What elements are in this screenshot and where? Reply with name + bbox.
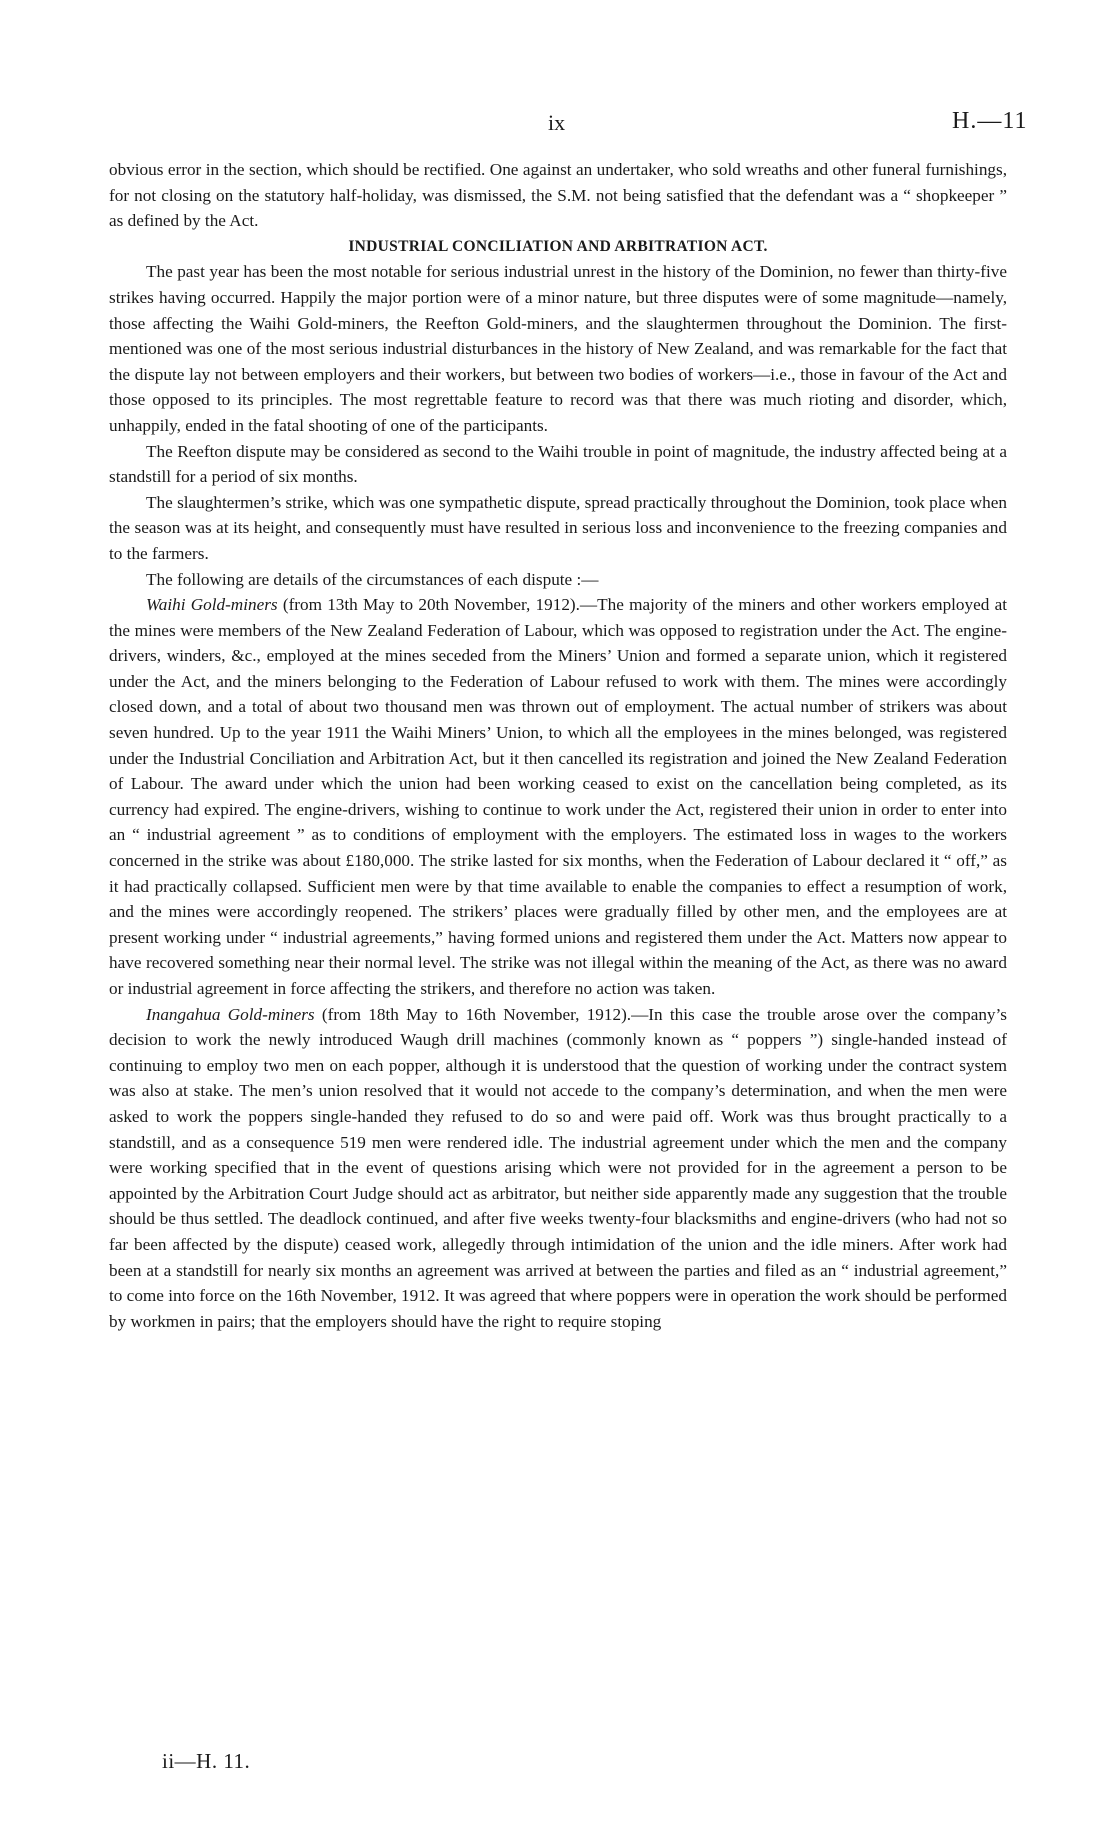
paragraph-unrest: The past year has been the most notable for serious industrial unrest in the history of the Dominion, no fewer than thirty-five strikes having occurred. Happily the major portion were of a minor nature, but three disputes were of some magnitude—namely, those affecting the Waihi Gold-miners, the Reefton Gold-miners, and the slaughtermen throughout the Dominion. The first-mentioned was one of the most serious industrial disturbances in the history of New Zealand, and was remarkable for the fact that the dispute lay not between employers and their workers, but between two bodies of workers—i.e., those in favour of the Act and those opposed to its principles. The most regrettable feature to record was that there was much rioting and disorder, which, unhappily, ended in the fatal shooting of one of the participants. [109, 262, 1007, 435]
paragraph-inangahua [109, 1002, 1007, 1335]
inangahua-heading: Inangahua Gold-miners [146, 1004, 315, 1024]
paragraph-intro: obvious error in the section, which should be rectified. One against an undertaker, who sold wreaths and other funeral furnishings, for not closing on the statutory half-holiday, was dismissed, the S.M. not being satisfied that the defendant was a “ shopkeeper ” as defined by the Act. [109, 160, 1007, 231]
paragraph-reefton: The Reefton dispute may be considered as second to the Waihi trouble in point of magnitude, the industry affected being at a standstill for a period of six months. [109, 441, 1007, 487]
paragraph-slaughtermen: The slaughtermen’s strike, which was one sympathetic dispute, spread practically throughout the Dominion, took place when the season was at its height, and consequently must have resulted in serious loss and inconvenience to the freezing companies and to the farmers. [109, 492, 1007, 563]
section-heading: INDUSTRIAL CONCILIATION AND ARBITRATION ACT. [348, 237, 768, 255]
waihi-text: (from 13th May to 20th November, 1912).—The majority of the miners and other workers employed at the mines were members of the New Zealand Federation of Labour, which was opposed to registration under the Act. The engine-drivers, winders, &c., employed at the mines seceded from the Miners’ Union and formed a separate union, which it registered under the Act, and the miners belonging to the Federation of Labour refused to work with them. The mines were accordingly closed down, and a total of about two thousand men was thrown out of employment. The actual number of strikers was about seven hundred. Up to the year 1911 the Waihi Miners’ Union, to which all the employees in the mines belonged, was registered under the Industrial Conciliation and Arbitration Act, but it then cancelled its registration and joined the New Zealand Federation of Labour. The award under which the union had been working ceased to exist on the cancellation being completed, as its currency had expired. The engine-drivers, wishing to continue to work under the Act, registered their union in order to enter into an “ industrial agreement ” as to conditions of employment with the employers. The estimated loss in wages to the workers concerned in the strike was about £180,000. The strike lasted for six months, when the Federation of Labour declared it “ off,” as it had practically collapsed. Sufficient men were by that time available to enable the companies to effect a resumption of work, and the mines were accordingly reopened. The strikers’ places were gradually filled by other men, and the employees are at present working under “ industrial agreements,” having formed unions and registered them under the Act. Matters now appear to have recovered something near their normal level. The strike was not illegal within the meaning of the Act, as there was no award or industrial agreement in force affecting the strikers, and therefore no action was taken. [109, 595, 1007, 998]
series-code: H.—11 [952, 108, 1028, 134]
page-number: ix [548, 110, 566, 135]
signature-mark: ii—H. 11. [162, 1749, 251, 1773]
paragraph-following: The following are details of the circumstances of each dispute :— [146, 569, 599, 589]
waihi-heading: Waihi Gold-miners [146, 595, 278, 615]
paragraph-waihi [109, 592, 1007, 1002]
body-text [109, 157, 1007, 1334]
inangahua-text: (from 18th May to 16th November, 1912).—In this case the trouble arose over the company’s decision to work the newly introduced Waugh drill machines (commonly known as “ poppers ”) single-handed instead of continuing to employ two men on each popper, although it is understood that the question of working under the contract system was also at stake. The men’s union resolved that it would not accede to the company’s determination, and when the men were asked to work the poppers single-handed they refused to do so and were paid off. Work was thus brought practically to a standstill, and as a consequence 519 men were rendered idle. The industrial agreement under which the men and the company were working specified that in the event of questions arising which were not provided for in the agreement a person to be appointed by the Arbitration Court Judge should act as arbitrator, but neither side apparently made any suggestion that the trouble should be thus settled. The deadlock continued, and after five weeks twenty-four blacksmiths and engine-drivers (who had not so far been affected by the dispute) ceased work, allegedly through intimidation of the union and the idle miners. After work had been at a standstill for nearly six months an agreement was arrived at between the parties and filed as an “ industrial agreement,” to come into force on the 16th November, 1912. It was agreed that where poppers were in operation the work should be performed by workmen in pairs; that the employers should have the right to require stoping [109, 1004, 1007, 1331]
